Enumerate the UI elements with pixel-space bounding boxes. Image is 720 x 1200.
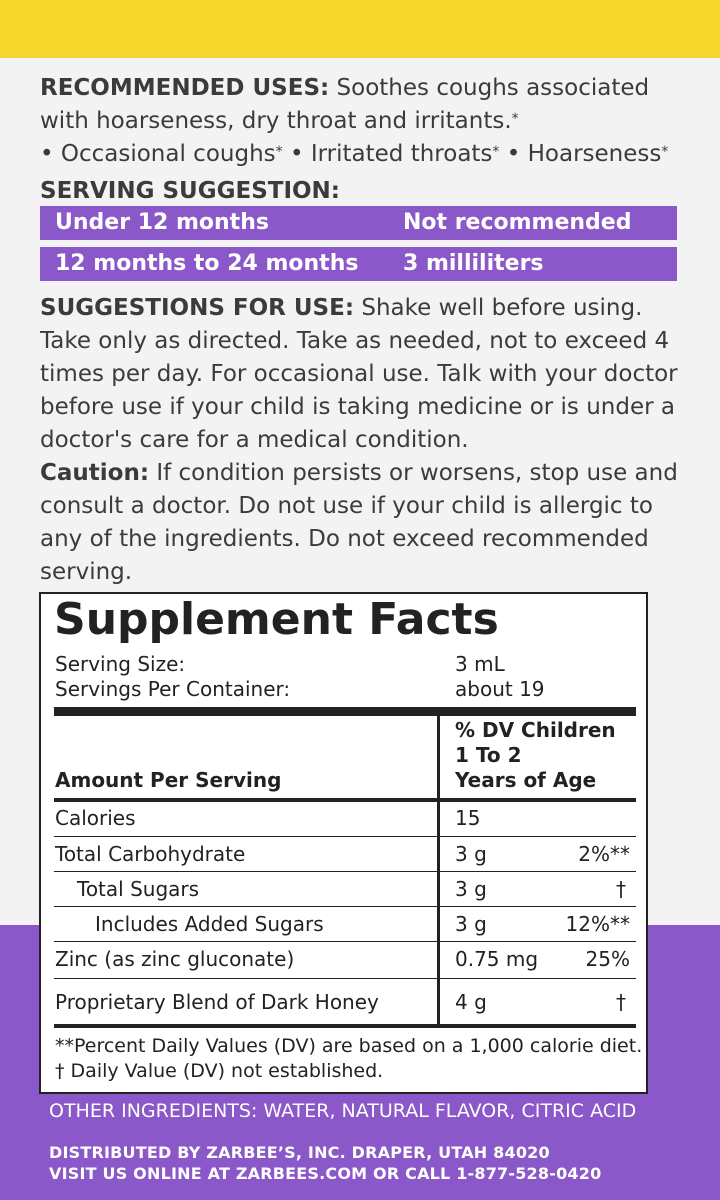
nutrient-dv: 12%**	[565, 912, 630, 936]
nutrient-name: Includes Added Sugars	[95, 912, 324, 936]
nutrient-name: Calories	[55, 806, 136, 830]
suggestions-text: Shake well before using. Take only as directed. Take as needed, not to exceed 4 times per day. For occasional use. Talk with your doctor before use if your child is taking medicine or is under a doctor's care for a medical condition.	[40, 295, 678, 453]
caution-text: If condition persists or worsens, stop use and consult a doctor. Do not use if your child is allergic to any of the ingredients. Do not exceed recommended serving.	[40, 460, 678, 585]
header-divider	[54, 798, 636, 802]
recommended-uses: RECOMMENDED USES: Soothes coughs associated with hoarseness, dry throat and irritants.* • Occasional coughs* • Irritated throats* • Hoarseness*	[40, 75, 669, 167]
footnote-percent-dv: **Percent Daily Values (DV) are based on a 1,000 calorie diet.	[55, 1035, 643, 1057]
use-bullet-2: • Irritated throats	[282, 141, 493, 167]
nutrient-dv: †	[616, 990, 626, 1014]
servings-per-container-value: about 19	[455, 677, 545, 701]
serving-amount: Not recommended	[403, 210, 632, 235]
column-divider	[437, 716, 440, 806]
serving-row	[40, 206, 677, 240]
serving-size-value: 3 mL	[455, 652, 505, 676]
nutrient-dv: 25%	[585, 947, 630, 971]
supplement-facts-panel	[39, 592, 648, 1094]
amount-per-serving-header: Amount Per Serving	[55, 768, 282, 792]
thick-divider	[54, 707, 636, 716]
row-divider	[54, 906, 636, 907]
recommended-uses-heading: RECOMMENDED USES:	[40, 75, 330, 101]
distributor-line: DISTRIBUTED BY ZARBEE’S, INC. DRAPER, UTAH 84020	[49, 1143, 550, 1162]
suggestions-for-use	[40, 292, 700, 589]
contact-line: VISIT US ONLINE AT ZARBEES.COM OR CALL 1-877-528-0420	[49, 1164, 602, 1183]
nutrient-amount: 3 g	[455, 912, 487, 936]
nutrient-amount: 0.75 mg	[455, 947, 539, 971]
dv-header-line2: 1 To 2	[455, 743, 522, 767]
servings-per-container-label: Servings Per Container:	[55, 677, 291, 701]
nutrient-name: Total Carbohydrate	[55, 842, 246, 866]
footnote-dv-not-established: † Daily Value (DV) not established.	[55, 1060, 384, 1082]
caution-label: Caution:	[40, 460, 150, 486]
row-divider	[54, 941, 636, 942]
nutrient-name: Total Sugars	[77, 877, 200, 901]
use-bullet-1: • Occasional coughs	[40, 141, 276, 167]
dv-header-line3: Years of Age	[455, 768, 597, 792]
nutrient-amount: 3 g	[455, 842, 487, 866]
nutrient-amount: 15	[455, 806, 481, 830]
supplement-facts-title: Supplement Facts	[54, 594, 499, 645]
serving-age: 12 months to 24 months	[55, 251, 359, 276]
nutrient-amount: 4 g	[455, 990, 487, 1014]
serving-row	[40, 247, 677, 281]
serving-amount: 3 milliliters	[403, 251, 544, 276]
other-ingredients: OTHER INGREDIENTS: WATER, NATURAL FLAVOR, CITRIC ACID	[49, 1100, 637, 1122]
row-divider	[54, 871, 636, 872]
nutrient-dv: 2%**	[578, 842, 630, 866]
dv-header-line1: % DV Children	[455, 718, 616, 742]
serving-age: Under 12 months	[55, 210, 269, 235]
nutrient-name: Proprietary Blend of Dark Honey	[55, 990, 379, 1014]
recommended-uses-text: Soothes coughs associated with hoarseness, dry throat and irritants.	[40, 75, 650, 134]
row-divider	[54, 836, 636, 837]
nutrient-dv: †	[616, 877, 626, 901]
top-yellow-band	[0, 0, 720, 58]
suggestions-heading: SUGGESTIONS FOR USE:	[40, 295, 355, 321]
nutrient-amount: 3 g	[455, 877, 487, 901]
serving-suggestion-heading: SERVING SUGGESTION:	[40, 178, 340, 204]
row-divider	[54, 978, 636, 979]
footer-divider	[54, 1024, 636, 1028]
serving-size-label: Serving Size:	[55, 652, 186, 676]
use-bullet-3: • Hoarseness	[499, 141, 662, 167]
nutrient-name: Zinc (as zinc gluconate)	[55, 947, 295, 971]
